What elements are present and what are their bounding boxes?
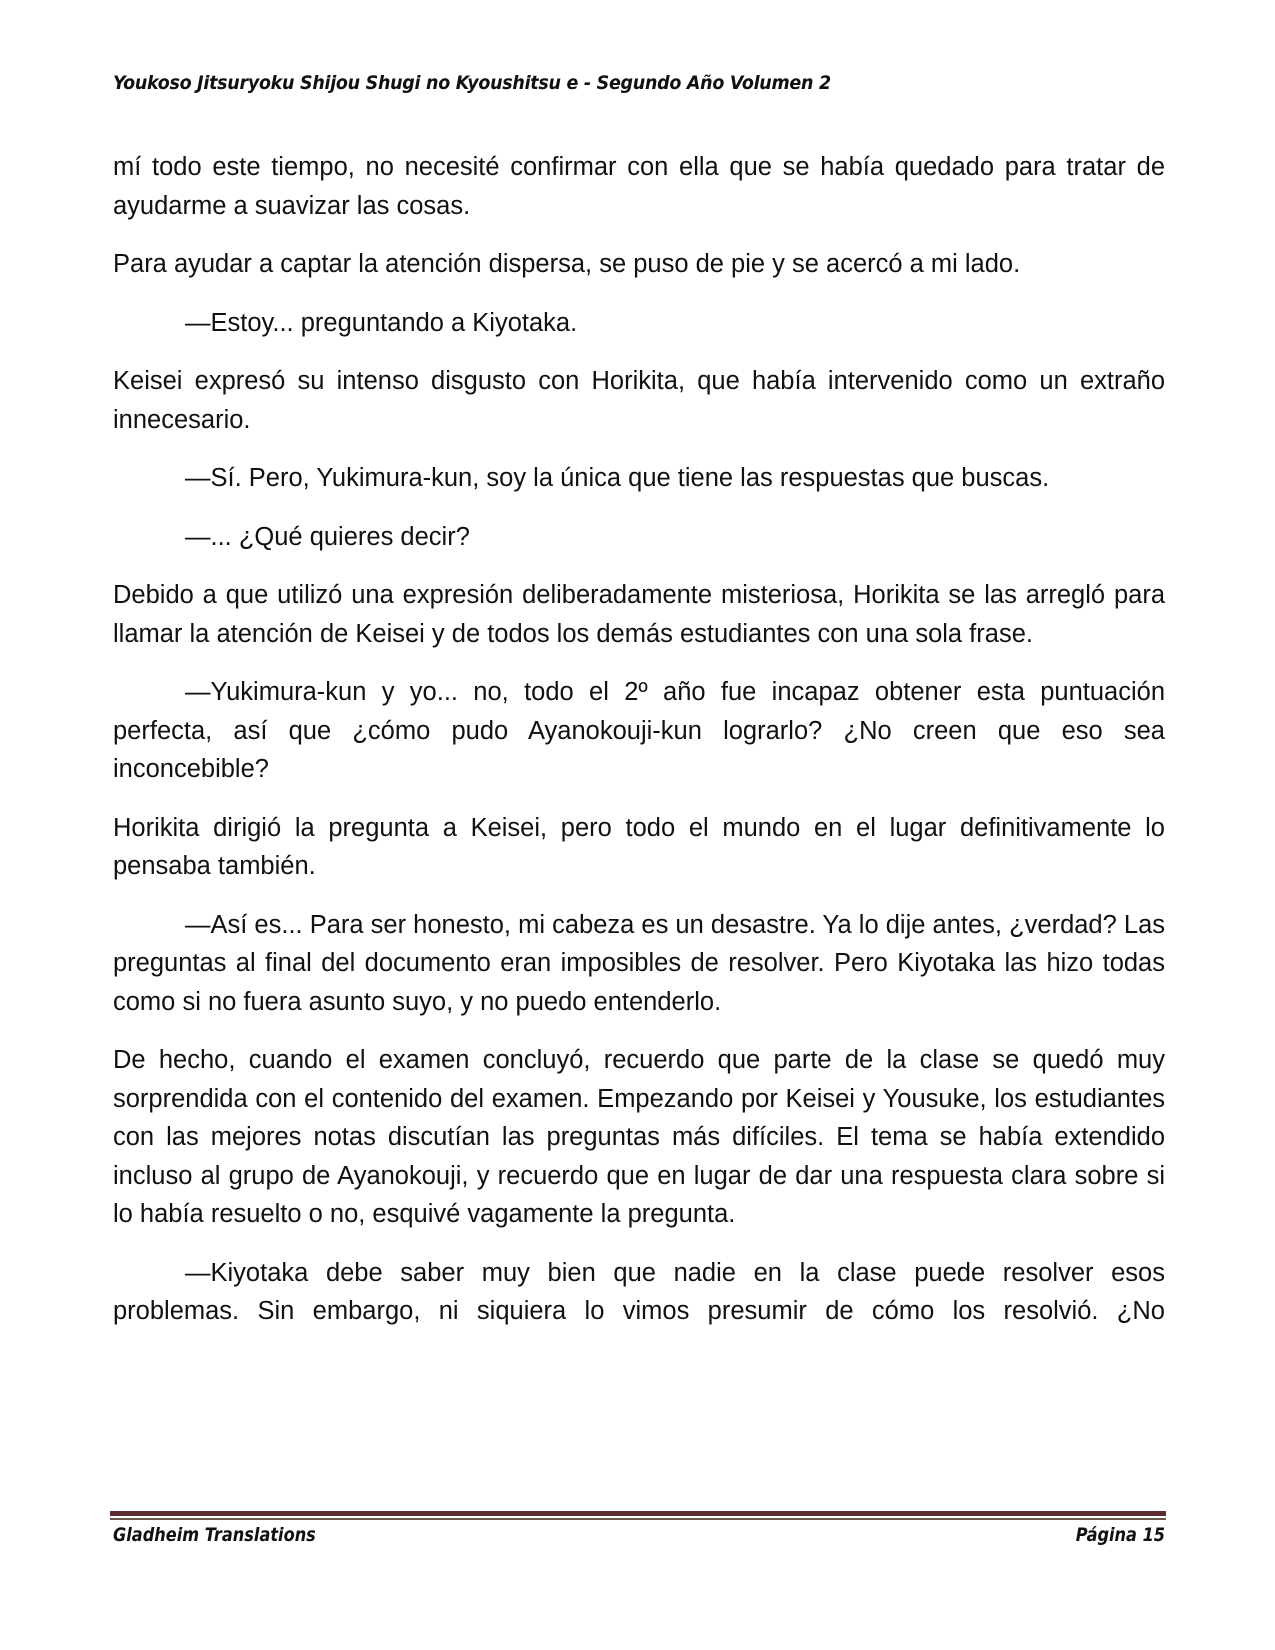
paragraph: Debido a que utilizó una expresión deliberadamente misteriosa, Horikita se las arregló para llamar la atención de Keisei y de todos los demás estudiantes con una sola frase.	[113, 581, 1165, 648]
dialog-line: —... ¿Qué quieres decir?	[185, 522, 470, 551]
publisher-name: Gladheim Translations	[113, 1524, 316, 1546]
dialog-line: —Yukimura-kun y yo... no, todo el 2º año fue incapaz obtener esta puntuación perfecta, así que ¿cómo pudo Ayanokouji-kun lograrlo? ¿No creen que eso sea inconcebible?	[113, 678, 1165, 783]
dialog-line: —Sí. Pero, Yukimura-kun, soy la única que tiene las respuestas que buscas.	[185, 464, 1050, 492]
paragraph: Keisei expresó su intenso disgusto con Horikita, que había intervenido como un extraño innecesario.	[113, 367, 1165, 434]
dialog-line: —Así es... Para ser honesto, mi cabeza es un desastre. Ya lo dije antes, ¿verdad? Las preguntas al final del documento eran imposibles de resolver. Pero Kiyotaka las hizo todas como si no fuera asunto suyo, y no puedo entenderlo.	[113, 910, 1165, 1016]
footer-rule-thick	[110, 1511, 1166, 1516]
page-number: Página 15	[1075, 1524, 1165, 1546]
paragraph: Para ayudar a captar la atención dispersa, se puso de pie y se acercó a mi lado.	[113, 250, 1021, 278]
paragraph: De hecho, cuando el examen concluyó, recuerdo que parte de la clase se quedó muy sorprendida con el contenido del examen. Empezando por Keisei y Yousuke, los estudiantes con las mejores notas discutían las preguntas más difíciles. El tema se había extendido incluso al grupo de Ayanokouji, y recuerdo que en lugar de dar una respuesta clara sobre si lo había resuelto o no, esquivé vagamente la pregunta.	[113, 1046, 1165, 1228]
paragraph: Horikita dirigió la pregunta a Keisei, pero todo el mundo en el lugar definitivamente lo pensaba también.	[113, 813, 1165, 880]
dialog-line: —Kiyotaka debe saber muy bien que nadie en la clase puede resolver esos problemas. Sin embargo, ni siquiera lo vimos presumir de cómo los resolvió. ¿No	[113, 1258, 1165, 1325]
dialog-line: —Estoy... preguntando a Kiyotaka.	[185, 308, 578, 337]
footer-rule-thin	[110, 1518, 1166, 1520]
paragraph: mí todo este tiempo, no necesité confirmar con ella que se había quedado para tratar de ayudarme a suavizar las cosas.	[113, 153, 1165, 220]
running-header: Youkoso Jitsuryoku Shijou Shugi no Kyoushitsu e - Segundo Año Volumen 2	[113, 72, 831, 94]
page-body	[113, 148, 1165, 1351]
